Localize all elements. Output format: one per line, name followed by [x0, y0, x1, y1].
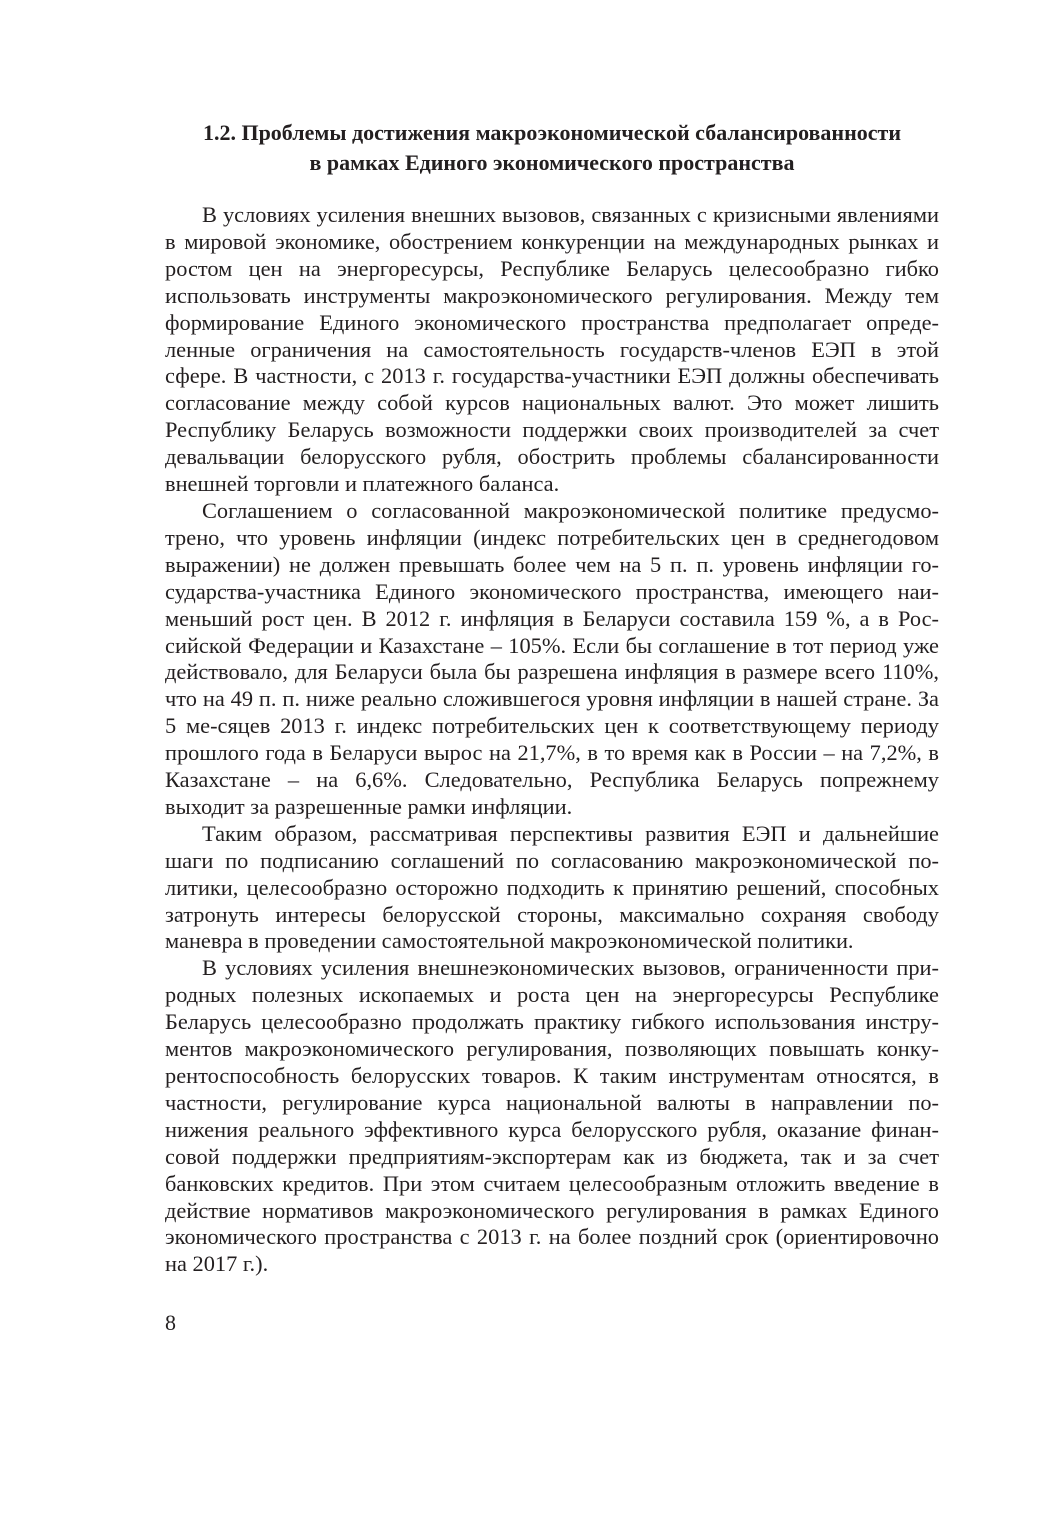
paragraph-2: Соглашением о согласованной макроэкономической политике предусмотрено, что уровень инфляции (индекс потребительских цен в среднегодовом выражении) не должен превышать более чем на 5 п. п. уровень инфляции государства-участника Единого экономического пространства, имеющего наименьший рост цен. В 2012 г. инфляция в Беларуси составила 159 %, а в Российской Федерации и Казахстане – 105%. Если бы соглашение в тот период уже действовало, для Беларуси была бы разрешена инфляция в размере всего 110%, что на 49 п. п. ниже реально сложившегося уровня инфляции в нашей стране. За 5 ме-сяцев 2013 г. индекс потребительских цен к соответствующему периоду прошлого года в Беларуси вырос на 21,7%, в то время как в России – на 7,2%, в Казахстане – на 6,6%. Следовательно, Республика Беларусь попрежнему выходит за разрешенные рамки инфляции. [165, 497, 939, 819]
paragraph-3: Таким образом, рассматривая перспективы развития ЕЭП и дальнейшие шаги по подписанию соглашений по согласованию макроэкономической политики, целесообразно осторожно подходить к принятию решений, способных затронуть интересы белорусской стороны, максимально сохраняя свободу маневра в проведении самостоятельной макроэкономической политики. [165, 820, 939, 954]
page-content [165, 118, 939, 1278]
section-title [165, 118, 939, 178]
section-title-line-1: 1.2. Проблемы достижения макроэкономической сбалансированности [202, 120, 902, 145]
paragraph-4: В условиях усиления внешнеэкономических вызовов, ограниченности природных полезных ископаемых и роста цен на энергоресурсы Республике Беларусь целесообразно продолжать практику гибкого использования инструментов макроэкономического регулирования, позволяющих повышать конкурентоспособность белорусских товаров. К таким инструментам относятся, в частности, регулирование курса национальной валюты в направлении понижения реального эффективного курса белорусского рубля, оказание финансовой поддержки предприятиям-экспортерам как из бюджета, так и за счет банковских кредитов. При этом считаем целесообразным отложить введение в действие нормативов макроэкономического регулирования в рамках Единого экономического пространства с 2013 г. на более поздний срок (ориентировочно на 2017 г.). [165, 955, 939, 1277]
section-title-line-2: в рамках Единого экономического пространства [309, 150, 795, 175]
page-number: 8 [165, 1310, 176, 1335]
paragraph-1: В условиях усиления внешних вызовов, связанных с кризисными явлениями в мировой экономике, обострением конкуренции на международных рынках и ростом цен на энергоресурсы, Республике Беларусь целесообразно гибко использовать инструменты макроэкономического регулирования. Между тем формирование Единого экономического пространства предполагает определенные ограничения на самостоятельность государств-членов ЕЭП в этой сфере. В частности, с 2013 г. государства-участники ЕЭП должны обеспечивать согласование между собой курсов национальных валют. Это может лишить Республику Беларусь возможности поддержки своих производителей за счет девальвации белорусского рубля, обострить проблемы сбалансированности внешней торговли и платежного баланса. [165, 202, 939, 497]
